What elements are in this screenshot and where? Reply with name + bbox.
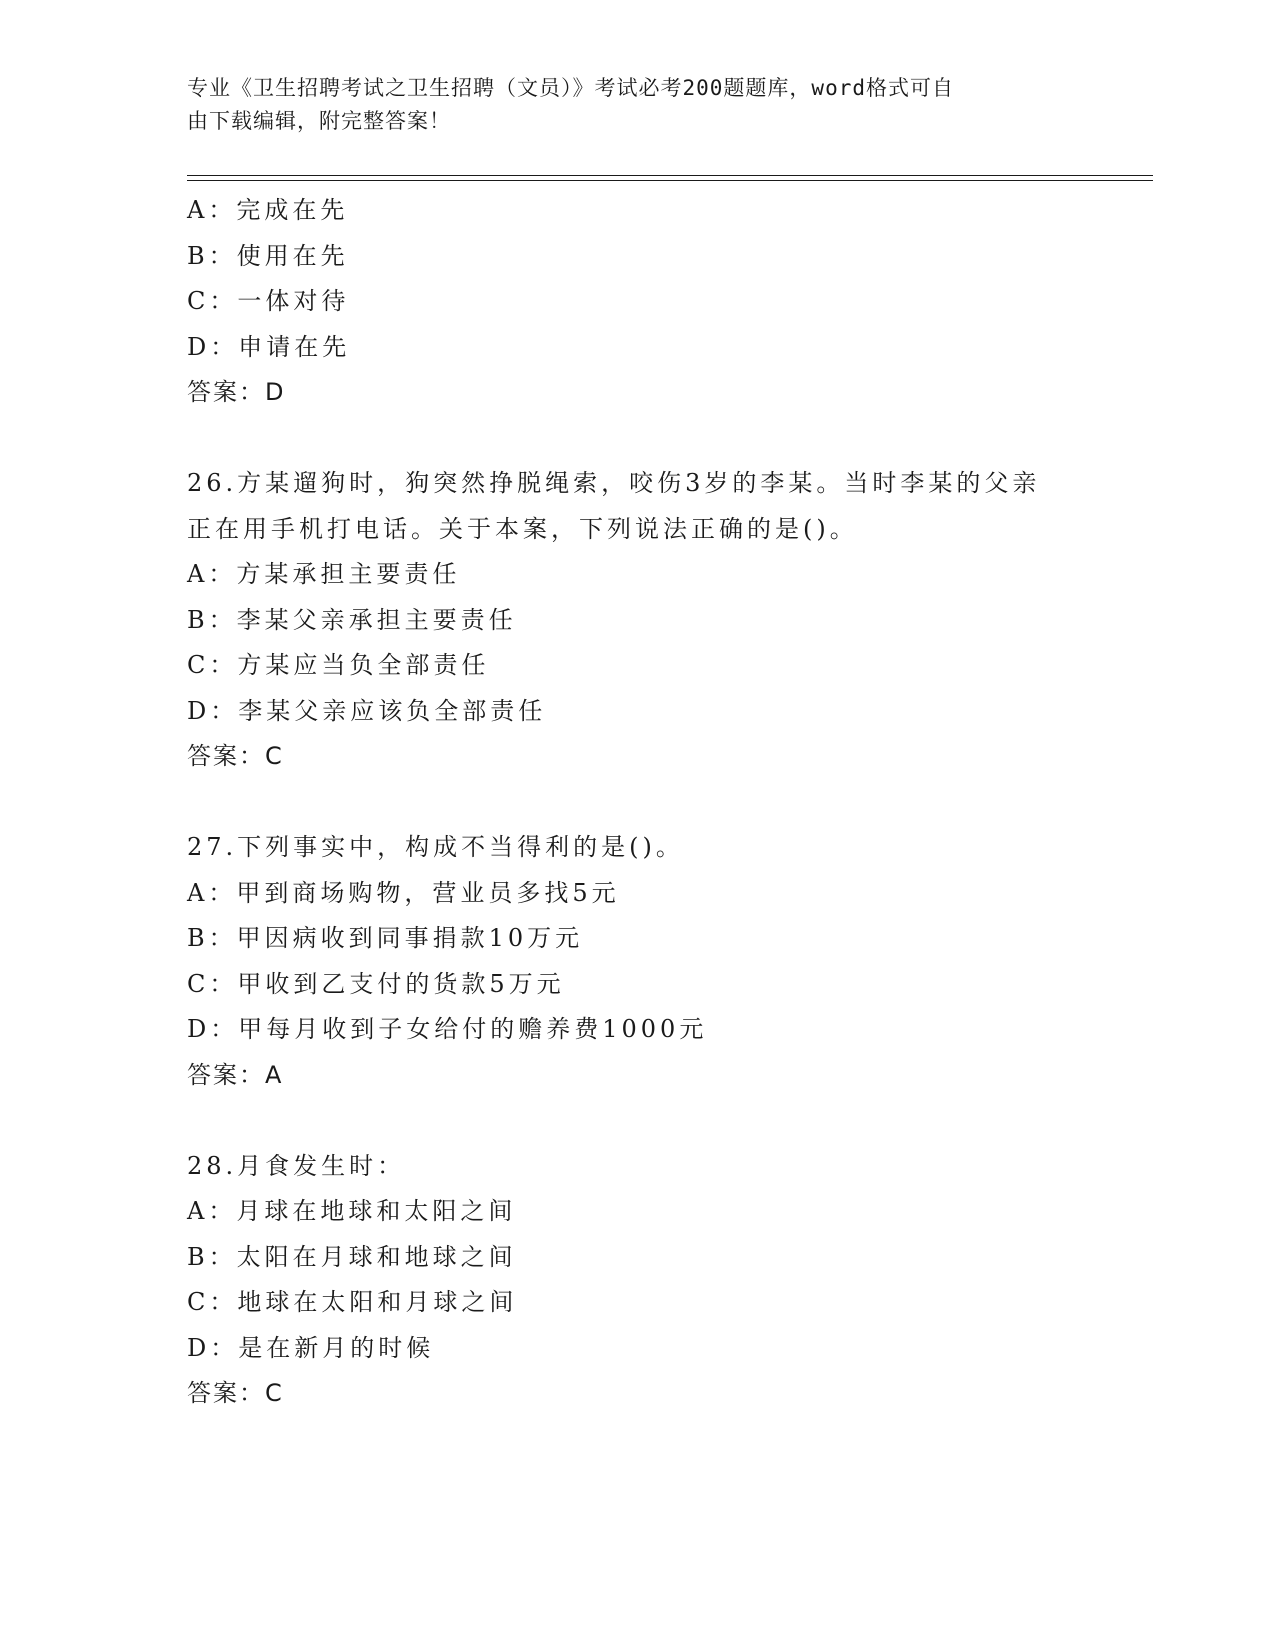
- question-block-26: [187, 461, 1087, 780]
- question-block-27: [187, 825, 1087, 1098]
- document-header: [187, 72, 1067, 138]
- header-divider-top: [187, 175, 1153, 176]
- option-b: B：李某父亲承担主要责任: [187, 605, 517, 634]
- option-a: A：完成在先: [187, 196, 349, 224]
- option-b: B：使用在先: [187, 241, 349, 270]
- header-divider-bottom: [187, 180, 1153, 181]
- question-stem: 27.下列事实中，构成不当得利的是()。: [187, 833, 684, 861]
- option-c: C：地球在太阳和月球之间: [187, 1288, 518, 1316]
- option-d: D：申请在先: [187, 332, 351, 361]
- answer-line: 答案：C: [187, 1379, 284, 1407]
- option-a: A：月球在地球和太阳之间: [187, 1197, 517, 1225]
- option-d: D：是在新月的时候: [187, 1333, 435, 1362]
- spacer: [187, 780, 1087, 826]
- question-block-28: [187, 1144, 1087, 1417]
- question-stem-continued: 正在用手机打电话。关于本案，下列说法正确的是()。: [187, 514, 858, 543]
- spacer: [187, 416, 1087, 462]
- question-stem: 26.方某遛狗时，狗突然挣脱绳索，咬伤3岁的李某。当时李某的父亲: [187, 469, 1041, 497]
- option-c: C：方某应当负全部责任: [187, 651, 490, 679]
- option-a: A：方某承担主要责任: [187, 560, 461, 588]
- question-block-25: [187, 188, 1087, 416]
- option-d: D：李某父亲应该负全部责任: [187, 696, 547, 725]
- option-d: D：甲每月收到子女给付的赡养费1000元: [187, 1015, 708, 1043]
- spacer: [187, 1098, 1087, 1144]
- header-line-1: 专业《卫生招聘考试之卫生招聘（文员）》考试必考200题题库，word格式可自: [187, 76, 954, 100]
- option-a: A：甲到商场购物，营业员多找5元: [187, 878, 620, 907]
- question-list: [187, 188, 1087, 1417]
- option-c: C：甲收到乙支付的货款5万元: [187, 969, 565, 998]
- option-c: C：一体对待: [187, 287, 350, 315]
- answer-line: 答案：C: [187, 742, 284, 770]
- option-b: B：甲因病收到同事捐款10万元: [187, 924, 584, 952]
- answer-line: 答案：A: [187, 1060, 284, 1089]
- answer-line: 答案：D: [187, 378, 286, 406]
- header-line-2: 由下载编辑，附完整答案！: [187, 109, 451, 133]
- option-b: B：太阳在月球和地球之间: [187, 1242, 517, 1271]
- question-stem: 28.月食发生时：: [187, 1151, 406, 1180]
